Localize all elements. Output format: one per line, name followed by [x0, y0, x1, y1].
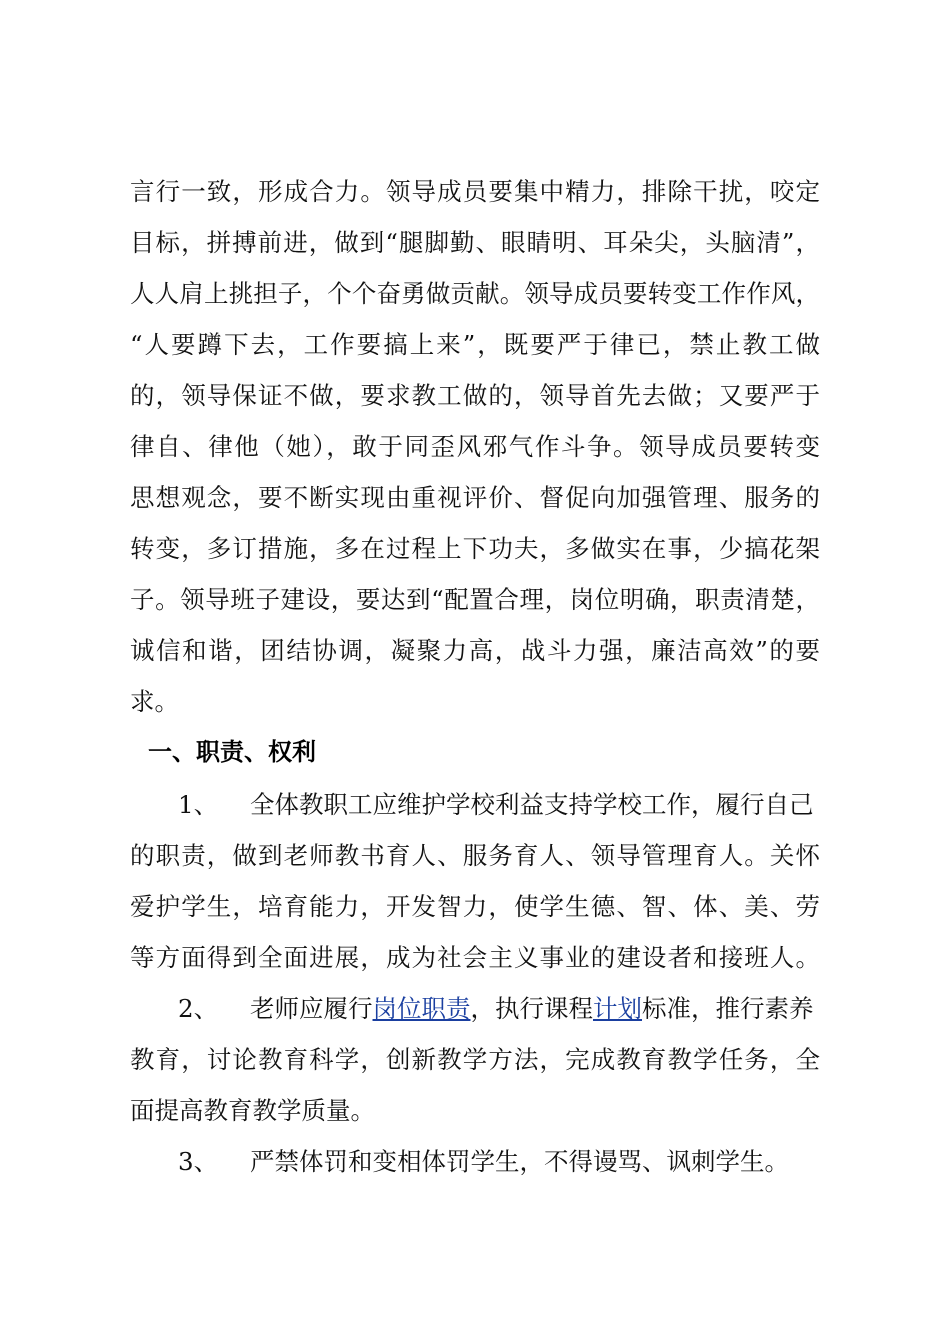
link-plan[interactable]: 计划	[593, 994, 642, 1023]
list-item-text: ，执行课程	[470, 994, 593, 1023]
paragraph-line: 人人肩上挑担子，个个奋勇做贡献。领导成员要转变工作作风，	[130, 279, 820, 308]
list-item-text: 标准，推行素养	[642, 994, 814, 1023]
list-item-number: 1、	[178, 790, 219, 819]
paragraph-line: 律自、律他（她），敢于同歪风邪气作斗争。领导成员要转变	[130, 432, 820, 461]
paragraph-line: 的，领导保证不做，要求教工做的，领导首先去做；又要严于	[130, 381, 820, 410]
paragraph-line: 面提高教育教学质量。	[130, 1096, 375, 1125]
paragraph-line: 的职责，做到老师教书育人、服务育人、领导管理育人。关怀	[130, 841, 820, 870]
paragraph-line: 思想观念，要不断实现由重视评价、督促向加强管理、服务的	[130, 483, 820, 512]
paragraph-line: 诚信和谐，团结协调，凝聚力高，战斗力强，廉洁高效”的要	[130, 636, 820, 665]
list-item-first-line	[178, 1146, 820, 1178]
list-item-number: 3、	[178, 1147, 219, 1176]
paragraph-line: 爱护学生，培育能力，开发智力，使学生德、智、体、美、劳	[130, 892, 820, 921]
paragraph-line: 言行一致，形成合力。领导成员要集中精力，排除干扰，咬定	[130, 177, 820, 206]
section-heading: 一、职责、权利	[148, 738, 316, 766]
paragraph-line: 目标，拼搏前进，做到“腿脚勤、眼睛明、耳朵尖，头脑清”，	[130, 228, 820, 257]
list-item-first-line	[178, 993, 820, 1025]
paragraph-line: 求。	[130, 687, 179, 716]
list-item-first-line	[178, 789, 820, 821]
paragraph-line: 等方面得到全面进展，成为社会主义事业的建设者和接班人。	[130, 943, 820, 972]
list-item-number: 2、	[178, 994, 219, 1023]
paragraph-line: 教育，讨论教育科学，创新教学方法，完成教育教学任务，全	[130, 1045, 820, 1074]
list-item-text: 全体教职工应维护学校利益支持学校工作，履行自己	[250, 790, 814, 819]
list-item-text: 严禁体罚和变相体罚学生，不得谩骂、讽刺学生。	[250, 1147, 789, 1176]
paragraph-line: 转变，多订措施，多在过程上下功夫，多做实在事，少搞花架	[130, 534, 820, 563]
list-item-text: 老师应履行	[250, 994, 373, 1023]
link-job-duties[interactable]: 岗位职责	[372, 994, 471, 1023]
paragraph-line: 子。领导班子建设，要达到“配置合理，岗位明确，职责清楚，	[130, 585, 820, 614]
paragraph-line: “人要蹲下去，工作要搞上来”，既要严于律已，禁止教工做	[130, 330, 820, 359]
